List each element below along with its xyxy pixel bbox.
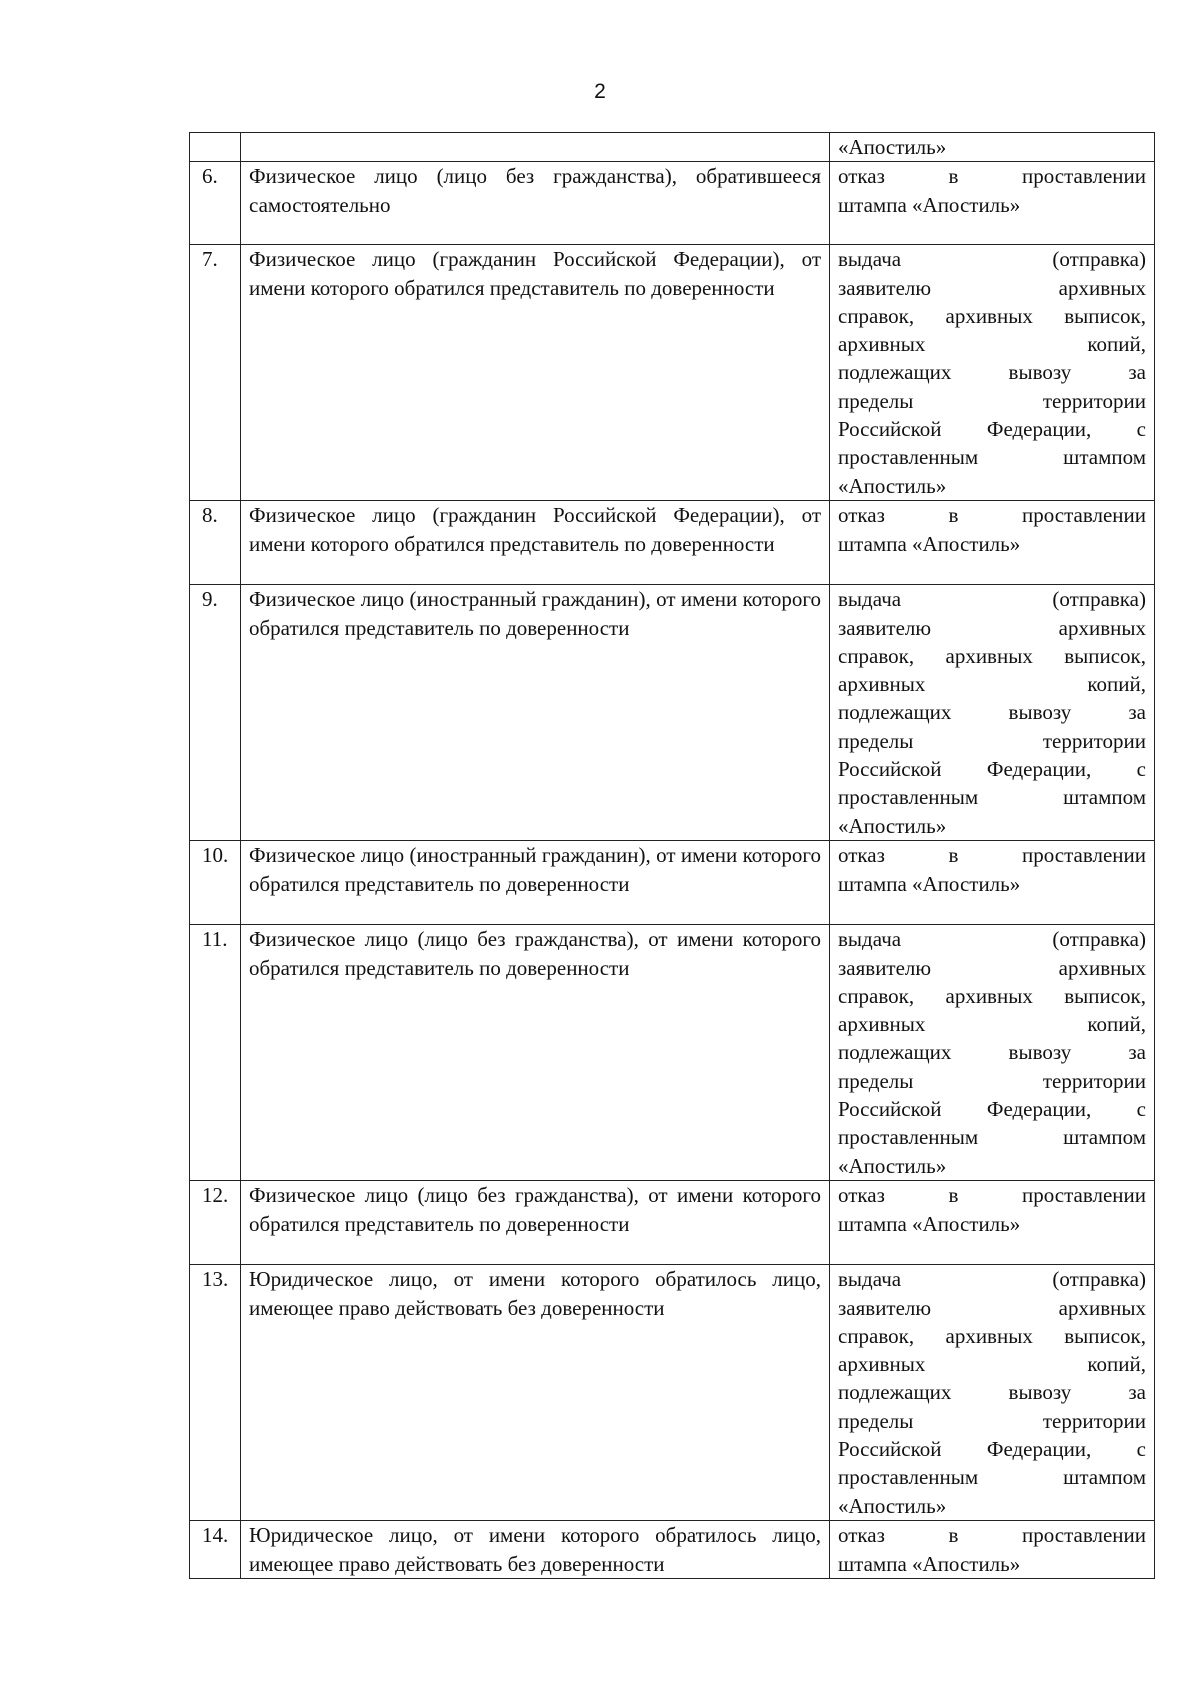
row-applicant: Юридическое лицо, от имени которого обратилось лицо, имеющее право действовать без доверенности [241, 1265, 830, 1521]
result-line: выдача (отправка) [838, 1267, 1146, 1292]
row-number: 8. [190, 501, 241, 585]
row-applicant: Физическое лицо (гражданин Российской Федерации), от имени которого обратился представитель по доверенности [241, 245, 830, 501]
row-result [830, 162, 1155, 245]
row-result [830, 925, 1155, 1181]
result-line: подлежащих вывозу за [838, 360, 1146, 385]
row-number: 14. [190, 1521, 241, 1579]
result-line: отказ в проставлении [838, 164, 1146, 189]
result-line: штампа «Апостиль» [838, 531, 1021, 556]
result-line: Российской Федерации, с [838, 417, 1146, 442]
table-row [190, 162, 1155, 245]
table-row [190, 841, 1155, 925]
result-line: подлежащих вывозу за [838, 700, 1146, 725]
row-result [830, 1521, 1155, 1579]
page-number: 2 [594, 80, 606, 103]
result-line: справок, архивных выписок, [838, 303, 1146, 328]
result-line: пределы территории [838, 1068, 1146, 1093]
result-line: Российской Федерации, с [838, 1437, 1146, 1462]
table-row [190, 925, 1155, 1181]
result-line: справок, архивных выписок, [838, 983, 1146, 1008]
result-line: выдача (отправка) [838, 587, 1146, 612]
result-line: Российской Федерации, с [838, 1097, 1146, 1122]
result-line: выдача (отправка) [838, 927, 1146, 952]
table-row [190, 1521, 1155, 1579]
row-number: 12. [190, 1181, 241, 1265]
row-number: 11. [190, 925, 241, 1181]
result-line: подлежащих вывозу за [838, 1040, 1146, 1065]
result-line: архивных копий, [838, 332, 1146, 357]
row-applicant: Физическое лицо (гражданин Российской Федерации), от имени которого обратился представитель по доверенности [241, 501, 830, 585]
result-line: заявителю архивных [838, 1295, 1146, 1320]
result-line: справок, архивных выписок, [838, 1323, 1146, 1348]
services-table [189, 132, 1155, 1579]
row-number [190, 133, 241, 162]
row-result [830, 245, 1155, 501]
result-line: «Апостиль» [838, 1493, 947, 1518]
table-row [190, 1265, 1155, 1521]
result-line: штампа «Апостиль» [838, 871, 1021, 896]
row-result [830, 1265, 1155, 1521]
result-line: проставленным штампом [838, 1125, 1146, 1150]
row-applicant [241, 133, 830, 162]
table-row-continuation [190, 133, 1155, 162]
result-line: справок, архивных выписок, [838, 643, 1146, 668]
row-result [830, 133, 1155, 162]
result-line: отказ в проставлении [838, 503, 1146, 528]
row-applicant: Физическое лицо (лицо без гражданства), от имени которого обратился представитель по доверенности [241, 925, 830, 1181]
result-line: отказ в проставлении [838, 843, 1146, 868]
result-line: заявителю архивных [838, 275, 1146, 300]
row-number: 10. [190, 841, 241, 925]
result-line: «Апостиль» [838, 813, 947, 838]
row-applicant: Физическое лицо (лицо без гражданства), от имени которого обратился представитель по доверенности [241, 1181, 830, 1265]
row-result [830, 1181, 1155, 1265]
result-line: штампа «Апостиль» [838, 1211, 1021, 1236]
result-line: подлежащих вывозу за [838, 1380, 1146, 1405]
result-line: отказ в проставлении [838, 1183, 1146, 1208]
result-line: заявителю архивных [838, 615, 1146, 640]
result-line: архивных копий, [838, 672, 1146, 697]
table-row [190, 1181, 1155, 1265]
result-line: проставленным штампом [838, 785, 1146, 810]
row-applicant: Физическое лицо (лицо без гражданства), обратившееся самостоятельно [241, 162, 830, 245]
result-line: проставленным штампом [838, 1465, 1146, 1490]
row-number: 7. [190, 245, 241, 501]
table-row [190, 501, 1155, 585]
result-line: штампа «Апостиль» [838, 192, 1021, 217]
result-line: отказ в проставлении [838, 1523, 1146, 1548]
row-applicant: Юридическое лицо, от имени которого обратилось лицо, имеющее право действовать без доверенности [241, 1521, 830, 1579]
result-line: архивных копий, [838, 1352, 1146, 1377]
table-row [190, 585, 1155, 841]
table-row [190, 245, 1155, 501]
row-result [830, 585, 1155, 841]
result-line: штампа «Апостиль» [838, 1551, 1021, 1576]
result-line: Российской Федерации, с [838, 757, 1146, 782]
result-line: пределы территории [838, 1408, 1146, 1433]
row-number: 6. [190, 162, 241, 245]
result-line: «Апостиль» [838, 135, 947, 159]
result-line: выдача (отправка) [838, 247, 1146, 272]
row-applicant: Физическое лицо (иностранный гражданин), от имени которого обратился представитель по доверенности [241, 841, 830, 925]
result-line: «Апостиль» [838, 473, 947, 498]
row-number: 13. [190, 1265, 241, 1521]
result-line: пределы территории [838, 388, 1146, 413]
row-number: 9. [190, 585, 241, 841]
row-applicant: Физическое лицо (иностранный гражданин), от имени которого обратился представитель по доверенности [241, 585, 830, 841]
row-result [830, 501, 1155, 585]
result-line: заявителю архивных [838, 955, 1146, 980]
result-line: «Апостиль» [838, 1153, 947, 1178]
result-line: архивных копий, [838, 1012, 1146, 1037]
row-result [830, 841, 1155, 925]
result-line: пределы территории [838, 728, 1146, 753]
result-line: проставленным штампом [838, 445, 1146, 470]
